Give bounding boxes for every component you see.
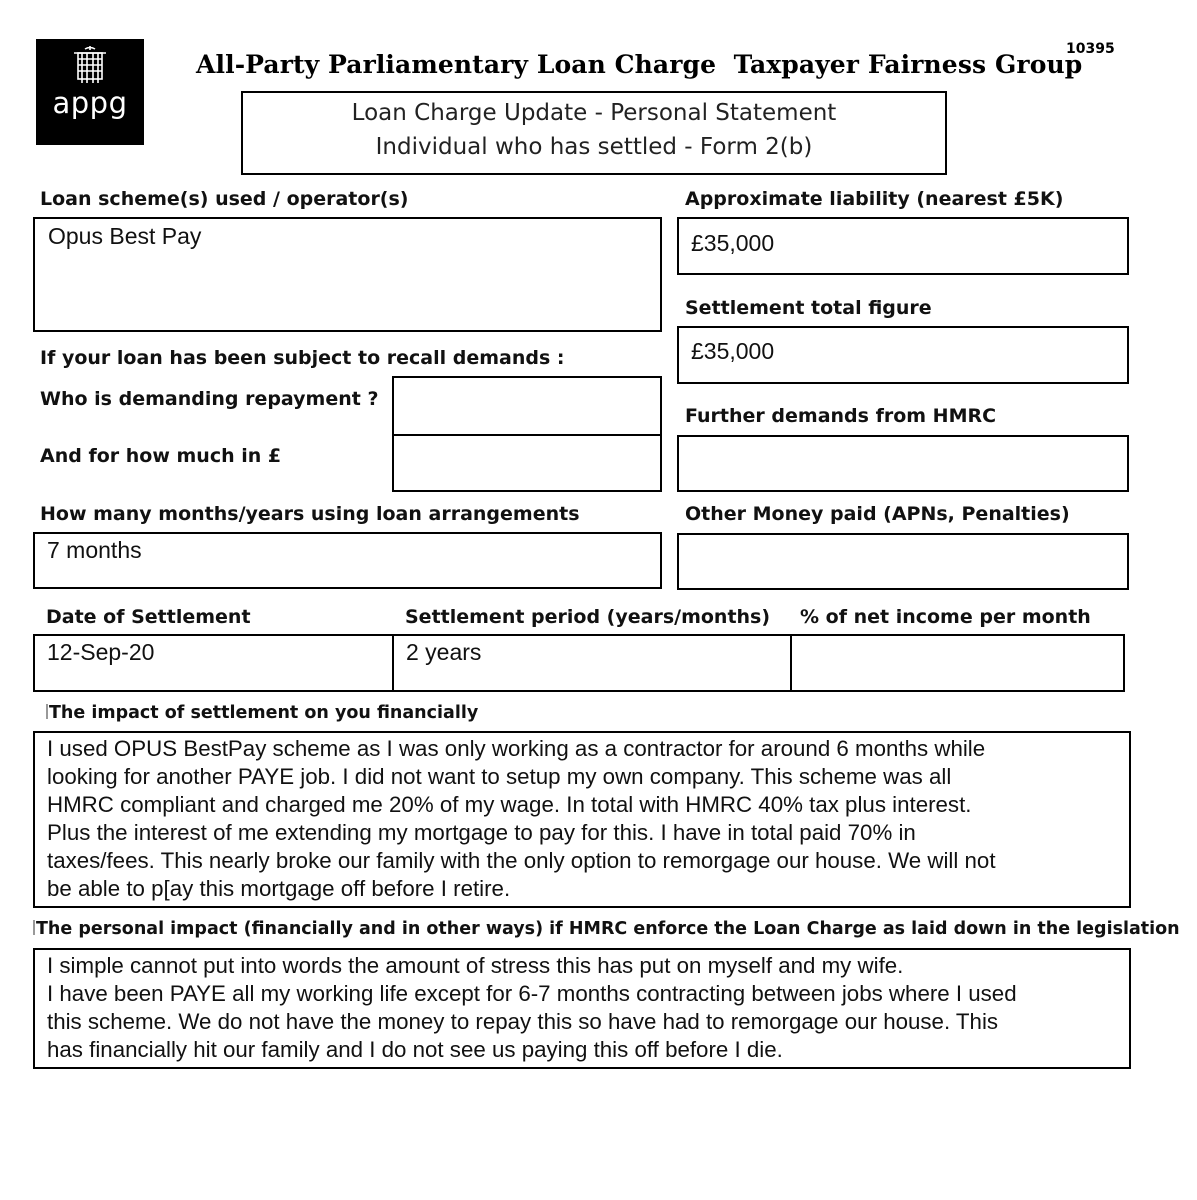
financial-impact-line: HMRC compliant and charged me 20% of my wage. In total with HMRC 40% tax plus interest.: [47, 792, 972, 817]
settlement-total-label: Settlement total figure: [685, 297, 932, 319]
form-title-box: [241, 91, 947, 175]
personal-impact-line: has financially hit our family and I do not see us paying this off before I die.: [47, 1037, 783, 1062]
document-id: 10395: [1066, 41, 1115, 57]
settlement-date-field[interactable]: [33, 634, 394, 692]
form-title-line-2: Individual who has settled - Form 2(b): [375, 134, 813, 160]
financial-impact-line: Plus the interest of me extending my mortgage to pay for this. I have in total paid 70% in: [47, 820, 916, 845]
further-demands-label: Further demands from HMRC: [685, 405, 997, 427]
personal-impact-line: I have been PAYE all my working life except for 6-7 months contracting between jobs where I used: [47, 981, 1017, 1006]
settlement-total-value: £35,000: [691, 338, 775, 364]
other-money-label: Other Money paid (APNs, Penalties): [685, 503, 1070, 525]
personal-impact-text: [47, 952, 1017, 1064]
net-income-pct-field[interactable]: [790, 634, 1125, 692]
approx-liability-field[interactable]: [677, 217, 1129, 275]
financial-impact-label-wrap: [46, 703, 478, 723]
organisation-title: All-Party Parliamentary Loan Charge Taxpayer Fairness Group: [196, 50, 1083, 79]
financial-impact-label: The impact of settlement on you financially: [49, 703, 479, 723]
field-marker: [33, 920, 35, 935]
loan-scheme-label: Loan scheme(s) used / operator(s): [40, 188, 409, 210]
other-money-field[interactable]: [677, 533, 1129, 590]
settlement-date-value: 12-Sep-20: [47, 639, 155, 665]
net-income-pct-label: % of net income per month: [800, 606, 1091, 628]
settlement-total-field[interactable]: [677, 326, 1129, 384]
months-years-field[interactable]: [33, 532, 662, 589]
financial-impact-line: taxes/fees. This nearly broke our family with the only option to remorgage our house. We will not: [47, 848, 996, 873]
logo-text: appg: [52, 86, 128, 120]
loan-scheme-field[interactable]: [33, 217, 662, 332]
financial-impact-line: be able to p[ay this mortgage off before I retire.: [47, 876, 511, 901]
settlement-period-field[interactable]: [392, 634, 792, 692]
appg-logo: [36, 39, 144, 145]
personal-impact-line: this scheme. We do not have the money to repay this so have had to remorgage our house. This: [47, 1009, 999, 1034]
settlement-period-label: Settlement period (years/months): [405, 606, 771, 628]
months-years-value: 7 months: [47, 537, 142, 563]
recall-demands-heading: If your loan has been subject to recall demands :: [40, 347, 565, 369]
field-marker: [46, 704, 48, 719]
financial-impact-line: looking for another PAYE job. I did not want to setup my own company. This scheme was all: [47, 764, 952, 789]
portcullis-icon: [73, 45, 107, 85]
form-title-line-1: Loan Charge Update - Personal Statement: [351, 100, 837, 126]
who-demanding-field[interactable]: [392, 376, 662, 436]
who-demanding-label: Who is demanding repayment ?: [40, 388, 379, 410]
financial-impact-field[interactable]: [33, 731, 1131, 908]
loan-scheme-value: Opus Best Pay: [48, 223, 202, 249]
personal-impact-label: The personal impact (financially and in other ways) if HMRC enforce the Loan Charge as laid down in the legislation: [36, 919, 1180, 939]
personal-impact-line: I simple cannot put into words the amount of stress this has put on myself and my wife.: [47, 953, 904, 978]
settlement-period-value: 2 years: [406, 639, 482, 665]
settlement-date-label: Date of Settlement: [46, 606, 251, 628]
months-years-label: How many months/years using loan arrangements: [40, 503, 580, 525]
how-much-field[interactable]: [392, 434, 662, 492]
personal-impact-field[interactable]: [33, 948, 1131, 1069]
financial-impact-line: I used OPUS BestPay scheme as I was only working as a contractor for around 6 months while: [47, 736, 986, 761]
approx-liability-label: Approximate liability (nearest £5K): [685, 188, 1064, 210]
how-much-label: And for how much in £: [40, 445, 282, 467]
further-demands-field[interactable]: [677, 435, 1129, 492]
financial-impact-text: [47, 735, 996, 903]
approx-liability-value: £35,000: [691, 230, 775, 256]
personal-impact-label-wrap: [33, 919, 1180, 939]
